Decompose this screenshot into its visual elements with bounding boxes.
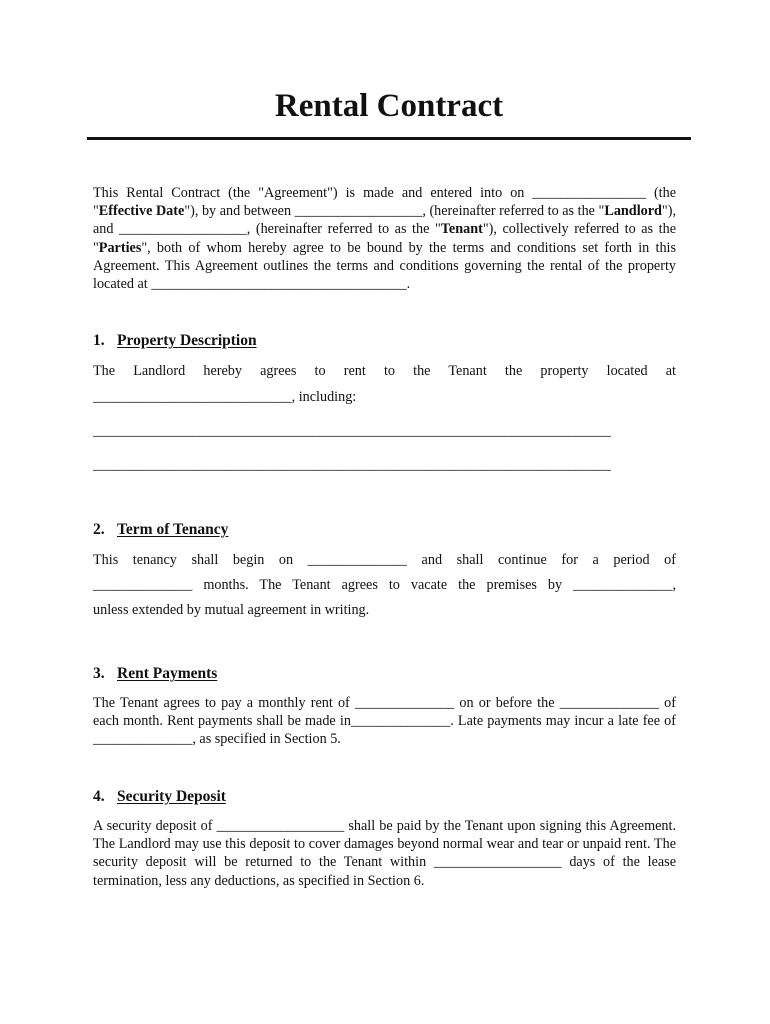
section-4-title: Security Deposit xyxy=(117,788,226,805)
section-1-number: 1. xyxy=(93,332,105,349)
tenant-term: Tenant xyxy=(440,221,483,238)
section-3-body: The Tenant agrees to pay a monthly rent of ______________ on or before the ______________ of each month. Rent payments shall be made in______________. Late payments may incur a late fee of ______________, as specified in Section 5. xyxy=(93,695,676,748)
section-2-line-3: unless extended by mutual agreement in writing. xyxy=(93,602,370,618)
intro-text-4: "), collectively referred to as the " xyxy=(93,221,676,256)
section-4-heading xyxy=(93,788,226,806)
intro-text-2: "), by and between __________________, (hereinafter referred to as the " xyxy=(184,203,605,220)
parties-term: Parties xyxy=(98,239,142,256)
intro-text-5: ", both of whom hereby agree to be bound by the terms and conditions set forth in this Agreement. This Agreement outlines the terms and conditions governing the rental of the property located at ____________________________________. xyxy=(93,239,676,293)
section-2-line-2: ______________ months. The Tenant agrees to vacate the premises by ______________, xyxy=(93,577,676,593)
section-1-body-2 xyxy=(93,388,676,406)
section-3-number: 3. xyxy=(93,665,105,682)
section-3-heading xyxy=(93,665,217,683)
title-divider xyxy=(87,137,691,140)
section-2-body-3 xyxy=(93,601,676,619)
intro-paragraph xyxy=(93,184,676,293)
section-3-title: Rent Payments xyxy=(117,665,218,682)
section-2-body xyxy=(93,551,676,569)
section-4-body: A security deposit of __________________ shall be paid by the Tenant upon signing this Agreement. The Landlord may use this deposit to cover damages beyond normal wear and tear or unpaid rent. The security deposit will be returned to the Tenant within __________________ days of the lease termination, less any deductions, as specified in Section 6. xyxy=(93,818,676,889)
section-1-title: Property Description xyxy=(117,332,257,349)
section-1-blank-line-2: _________________________________________________________________________ xyxy=(93,457,611,473)
section-2-line-1: This tenancy shall begin on ______________ and shall continue for a period of xyxy=(93,552,676,568)
section-4-number: 4. xyxy=(93,788,105,805)
section-2-title: Term of Tenancy xyxy=(117,521,229,538)
section-1-blank-line-1: _________________________________________________________________________ xyxy=(93,423,611,439)
section-1-line-1: The Landlord hereby agrees to rent to the Tenant the property located at xyxy=(93,363,676,379)
section-2-heading xyxy=(93,521,228,539)
section-2-number: 2. xyxy=(93,521,105,538)
section-1-line-2: ____________________________, including: xyxy=(93,389,357,405)
section-1-body xyxy=(93,362,676,380)
section-1-heading xyxy=(93,332,257,350)
section-2-body-2 xyxy=(93,576,676,594)
intro-text-3: "), and __________________, (hereinafter referred to as the " xyxy=(93,203,676,238)
document-title: Rental Contract xyxy=(274,88,504,124)
landlord-term: Landlord xyxy=(604,203,662,220)
effective-date-term: Effective Date xyxy=(98,203,185,220)
intro-text-1: This Rental Contract (the "Agreement") is made and entered into on ________________ (the " xyxy=(93,185,676,220)
